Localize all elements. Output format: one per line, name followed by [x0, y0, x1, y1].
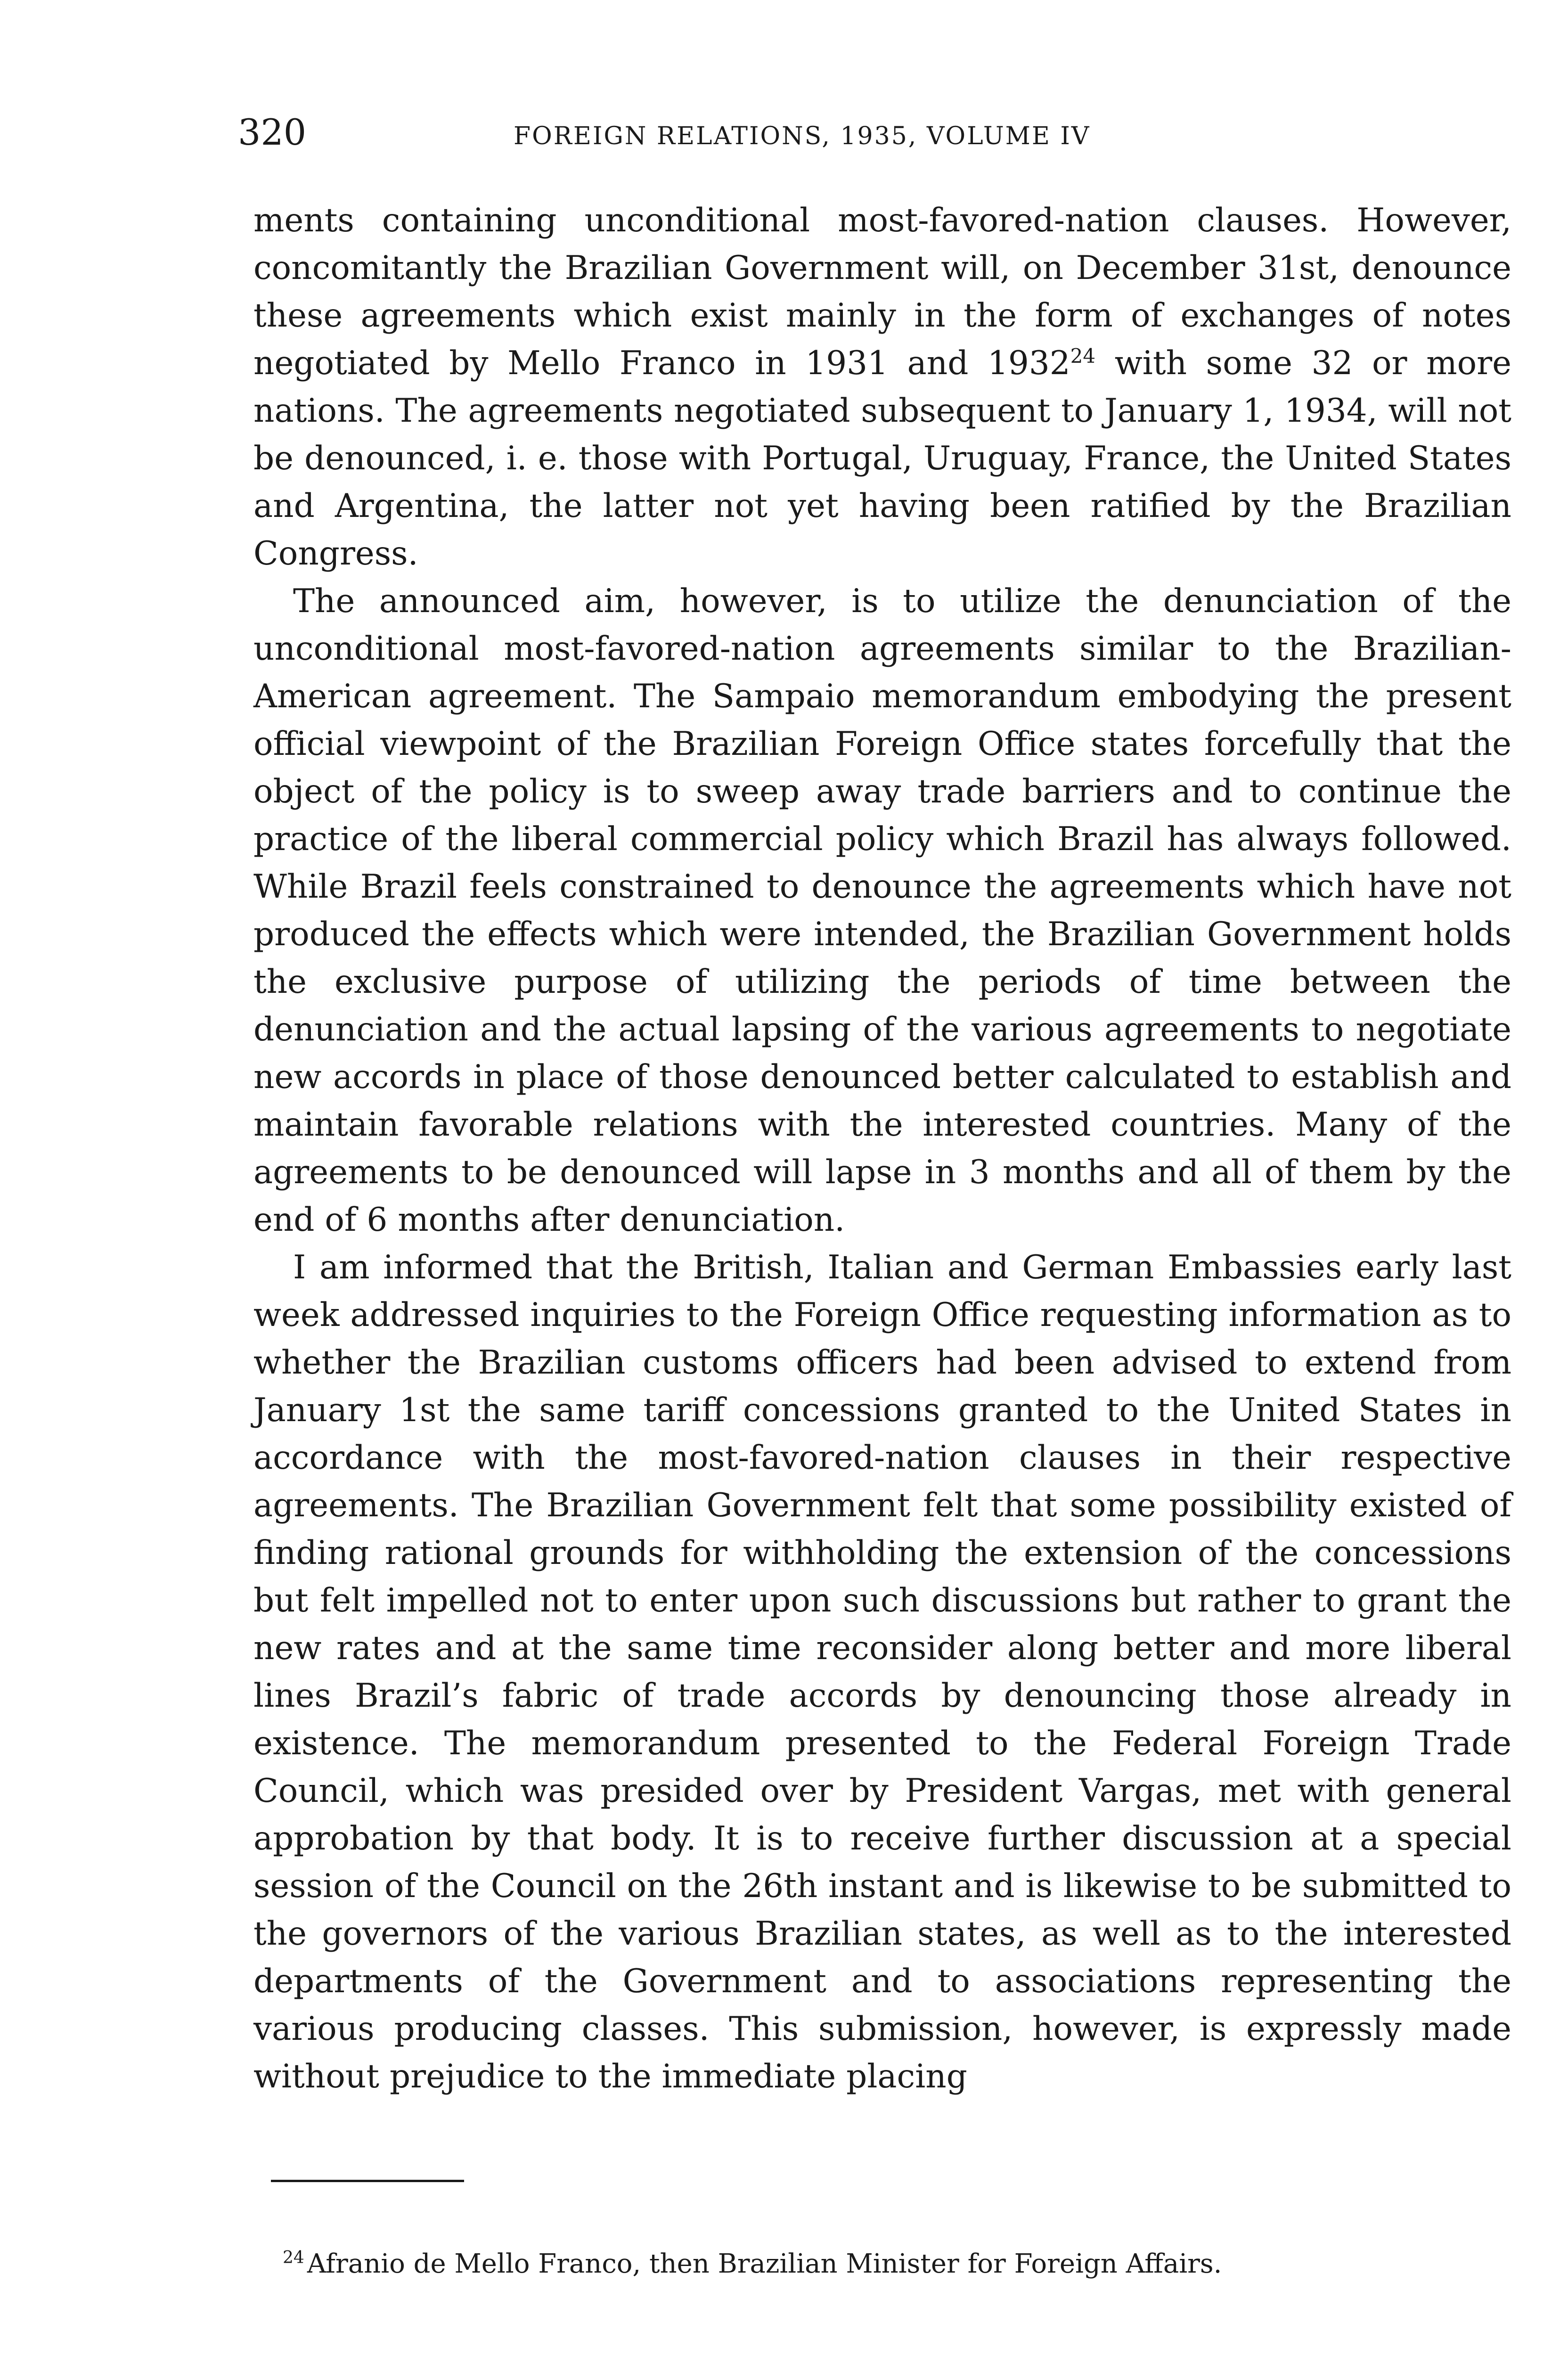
footnote-marker: 24 — [283, 2248, 304, 2268]
footnote-reference: 24 — [1070, 344, 1096, 368]
footnote-divider — [271, 2180, 464, 2182]
page-number: 320 — [238, 111, 307, 153]
paragraph-1-text-b: with some 32 or more nations. The agreements negotiated subsequent to January 1, 1934, will not be denounced, i. e. those with Portugal, Uruguay, France, the United States and Argentina, the latter not yet having been ratified by the Brazilian Congress. — [253, 344, 1511, 573]
footnote-text: Afranio de Mello Franco, then Brazilian Minister for Foreign Affairs. — [307, 2249, 1222, 2279]
page-header — [238, 106, 1515, 158]
paragraph-3: I am informed that the British, Italian and German Embassies early last week addressed inquiries to the Foreign Office requesting information as to whether the Brazilian customs officers had been advised to extend from January 1st the same tariff concessions granted to the United States in accordance with the most-favored-nation clauses in their respective agreements. The Brazilian Government felt that some possibility existed of finding rational grounds for withholding the extension of the concessions but felt impelled not to enter upon such discussions but rather to grant the new rates and at the same time reconsider along better and more liberal lines Brazil’s fabric of trade accords by denouncing those already in existence. The memorandum presented to the Federal Foreign Trade Council, which was presided over by President Vargas, met with general approbation by that body. It is to receive further discussion at a special session of the Council on the 26th instant and is likewise to be submitted to the governors of the various Brazilian states, as well as to the interested departments of the Government and to associations representing the various producing classes. This submission, however, is expressly made without prejudice to the immediate placing — [253, 1249, 1511, 2095]
paragraph-2: The announced aim, however, is to utilize the denunciation of the unconditional most-favored-nation agreements similar to the Brazilian-American agreement. The Sampaio memorandum embodying the present official viewpoint of the Brazilian Foreign Office states forcefully that the object of the policy is to sweep away trade barriers and to continue the practice of the liberal commercial policy which Brazil has always followed. While Brazil feels constrained to denounce the agreements which have not produced the effects which were intended, the Brazilian Government holds the exclusive purpose of utilizing the periods of time between the denunciation and the actual lapsing of the various agreements to negotiate new accords in place of those denounced better calculated to establish and maintain favorable relations with the interested countries. Many of the agreements to be denounced will lapse in 3 months and all of them by the end of 6 months after denunciation. — [253, 582, 1511, 1239]
body-text — [253, 197, 1511, 2101]
running-head: FOREIGN RELATIONS, 1935, VOLUME IV — [514, 122, 1091, 150]
footnote — [283, 2243, 1508, 2285]
paragraph-1-text-a: ments containing unconditional most-favored-nation clauses. However, concomitantly the Brazilian Government will, on December 31st, denounce these agreements which exist mainly in the form of exchanges of notes negotiated by Mello Franco in 1931 and 1932 — [253, 202, 1511, 382]
paragraph-1 — [253, 197, 1511, 578]
